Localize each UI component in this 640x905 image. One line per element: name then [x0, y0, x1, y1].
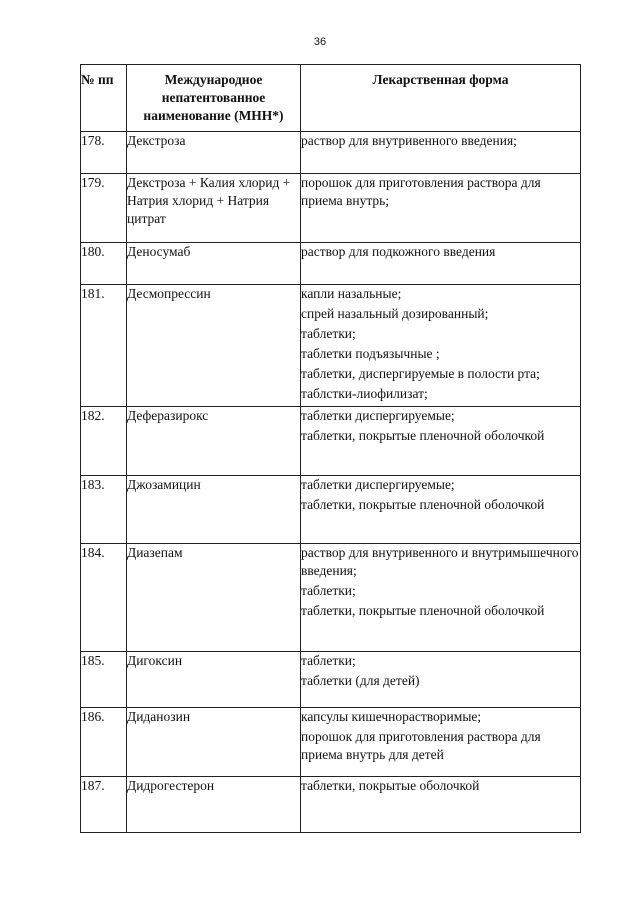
row-number: 184.	[81, 544, 127, 652]
row-number: 187.	[81, 777, 127, 833]
dosage-form-cell	[301, 174, 581, 243]
drug-name: Декстроза + Калия хлорид + Натрия хлорид + Натрия цитрат	[127, 174, 301, 243]
table-row	[81, 407, 581, 476]
dosage-form: капсулы кишечнорастворимые;	[301, 709, 482, 724]
drug-name: Десмопрессин	[127, 285, 301, 407]
drug-name: Дигоксин	[127, 652, 301, 708]
table-row	[81, 285, 581, 407]
drug-name: Деферазирокс	[127, 407, 301, 476]
dosage-form: раствор для внутривенного и внутримышечного введения;	[301, 545, 579, 578]
table-header-row	[81, 65, 581, 132]
dosage-form: таблетки диспергируемые;	[301, 477, 455, 492]
table-row	[81, 544, 581, 652]
dosage-form: раствор для внутривенного введения;	[301, 133, 517, 148]
dosage-form: порошок для приготовления раствора для приема внутрь для детей	[301, 729, 541, 762]
dosage-form: таблетки диспергируемые;	[301, 408, 455, 423]
row-number: 185.	[81, 652, 127, 708]
drug-name: Дидрогестерон	[127, 777, 301, 833]
row-number: 178.	[81, 132, 127, 174]
dosage-form: таблетки, покрытые пленочной оболочкой	[301, 603, 545, 618]
table-row	[81, 708, 581, 777]
page-number: 36	[313, 36, 327, 48]
drug-name: Диданозин	[127, 708, 301, 777]
row-number: 183.	[81, 476, 127, 544]
dosage-form-cell	[301, 407, 581, 476]
dosage-form: таблетки, покрытые оболочкой	[301, 778, 480, 793]
drug-name: Джозамицин	[127, 476, 301, 544]
dosage-form: таблетки (для детей)	[301, 673, 420, 688]
header-dosage-form: Лекарственная форма	[301, 65, 581, 132]
dosage-form: таблетки, диспергируемые в полости рта;	[301, 366, 540, 381]
table-row	[81, 132, 581, 174]
dosage-form: таблетки, покрытые пленочной оболочкой	[301, 428, 545, 443]
row-number: 179.	[81, 174, 127, 243]
drug-name: Декстроза	[127, 132, 301, 174]
drug-name: Диазепам	[127, 544, 301, 652]
drug-table	[80, 64, 581, 833]
dosage-form: таблетки;	[301, 583, 356, 598]
dosage-form: таблетки;	[301, 653, 356, 668]
table-row	[81, 652, 581, 708]
row-number: 181.	[81, 285, 127, 407]
dosage-form-cell	[301, 652, 581, 708]
dosage-form: таблетки, покрытые пленочной оболочкой	[301, 497, 545, 512]
header-inn-name: Международное непатентованное наименование (МНН*)	[127, 65, 301, 132]
dosage-form-cell	[301, 285, 581, 407]
row-number: 180.	[81, 243, 127, 285]
dosage-form: таблетки подъязычные ;	[301, 346, 440, 361]
table-row	[81, 476, 581, 544]
dosage-form: спрей назальный дозированный;	[301, 306, 489, 321]
table-row	[81, 243, 581, 285]
dosage-form-cell	[301, 243, 581, 285]
drug-table-body	[81, 132, 581, 833]
dosage-form: таблетки;	[301, 326, 356, 341]
row-number: 182.	[81, 407, 127, 476]
dosage-form: порошок для приготовления раствора для приема внутрь;	[301, 175, 541, 208]
dosage-form-cell	[301, 476, 581, 544]
header-number: № пп	[81, 65, 127, 132]
dosage-form-cell	[301, 544, 581, 652]
dosage-form-cell	[301, 777, 581, 833]
row-number: 186.	[81, 708, 127, 777]
dosage-form: капли назальные;	[301, 286, 402, 301]
dosage-form-cell	[301, 708, 581, 777]
table-row	[81, 777, 581, 833]
dosage-form: таблстки-лиофилизат;	[301, 386, 428, 401]
table-row	[81, 174, 581, 243]
dosage-form-cell	[301, 132, 581, 174]
dosage-form: раствор для подкожного введения	[301, 244, 496, 259]
drug-name: Деносумаб	[127, 243, 301, 285]
